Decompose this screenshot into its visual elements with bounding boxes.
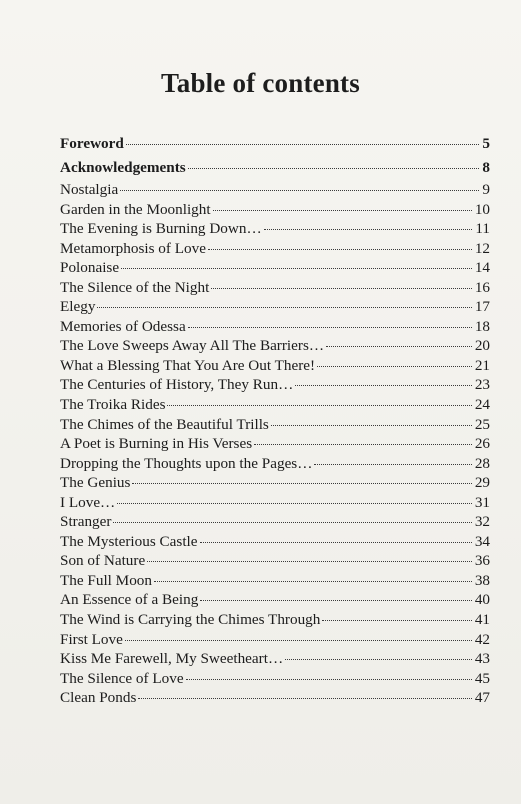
toc-entry-title: The Genius — [60, 474, 131, 492]
toc-entry-title: First Love — [60, 630, 123, 648]
dot-leader — [121, 268, 472, 269]
toc-entry-title: The Chimes of the Beautiful Trills — [60, 415, 269, 433]
toc-entry-page-number: 29 — [474, 474, 490, 492]
dot-leader — [188, 168, 479, 169]
toc-entry — [60, 258, 490, 278]
page-title: Table of contents — [161, 68, 360, 98]
toc-entry — [60, 132, 490, 156]
toc-entry-title: Metamorphosis of Love — [60, 239, 206, 257]
toc-entry-title: The Love Sweeps Away All The Barriers… — [60, 337, 325, 355]
toc-entry-title: An Essence of a Being — [60, 591, 199, 609]
toc-entry-title: The Wind is Carrying the Chimes Through — [60, 611, 321, 629]
toc-entry-title: The Mysterious Castle — [60, 532, 198, 550]
dot-leader — [271, 425, 472, 426]
toc-entry — [60, 669, 490, 689]
toc-entry-title: Memories of Odessa — [60, 317, 186, 335]
dot-leader — [113, 522, 471, 523]
dot-leader — [167, 405, 471, 406]
toc-entry — [60, 630, 490, 650]
toc-entry-page-number: 9 — [482, 181, 490, 198]
toc-entry-page-number: 42 — [474, 630, 490, 648]
dot-leader — [117, 503, 472, 504]
toc-entry-page-number: 41 — [474, 611, 490, 629]
dot-leader — [264, 229, 473, 230]
dot-leader — [186, 679, 472, 680]
dot-leader — [295, 385, 472, 386]
toc-entry-page-number: 18 — [474, 317, 490, 335]
toc-entry-page-number: 20 — [474, 337, 490, 355]
toc-entry — [60, 395, 490, 415]
toc-entry — [60, 239, 490, 259]
dot-leader — [120, 190, 479, 191]
toc-entry-title: Son of Nature — [60, 552, 146, 570]
dot-leader — [254, 444, 472, 445]
toc-entry — [60, 649, 490, 669]
toc-entry-title: Elegy — [60, 298, 96, 316]
toc-entry-title: Dropping the Thoughts upon the Pages… — [60, 454, 313, 472]
dot-leader — [97, 307, 471, 308]
toc-entry — [60, 278, 490, 298]
toc-entry — [60, 571, 490, 591]
toc-entry-page-number: 17 — [474, 298, 490, 316]
toc-entry-page-number: 38 — [474, 571, 490, 589]
toc-entry — [60, 356, 490, 376]
dot-leader — [208, 249, 472, 250]
toc-entry-page-number: 21 — [474, 356, 490, 374]
dot-leader — [125, 640, 472, 641]
dot-leader — [213, 210, 472, 211]
toc-entry-title: I Love… — [60, 493, 116, 511]
toc-entry — [60, 532, 490, 552]
toc-entry-page-number: 31 — [474, 493, 490, 511]
toc-entry-page-number: 11 — [475, 220, 490, 238]
toc-entry-page-number: 43 — [474, 650, 490, 668]
toc-entry — [60, 454, 490, 474]
toc-entry-title: What a Blessing That You Are Out There! — [60, 356, 316, 374]
toc-entry-title: The Silence of the Night — [60, 278, 210, 296]
toc-entry-page-number: 14 — [474, 259, 490, 277]
toc-entry-page-number: 25 — [474, 415, 490, 433]
dot-leader — [322, 620, 471, 621]
toc-entry — [60, 551, 490, 571]
toc-entry-title: Foreword — [60, 135, 124, 152]
toc-entry — [60, 375, 490, 395]
toc-entry — [60, 610, 490, 630]
dot-leader — [211, 288, 472, 289]
toc-entry-page-number: 5 — [482, 135, 490, 152]
toc-entry-title: Garden in the Moonlight — [60, 200, 211, 218]
toc-entry-page-number: 36 — [474, 552, 490, 570]
toc-entry-title: A Poet is Burning in His Verses — [60, 435, 253, 453]
toc-entry — [60, 493, 490, 513]
toc-entry-title: The Evening is Burning Down… — [60, 220, 262, 238]
toc-entry-page-number: 24 — [474, 396, 490, 414]
toc-entry-page-number: 45 — [474, 669, 490, 687]
toc-entry-title: The Troika Rides — [60, 396, 166, 414]
toc-entry-page-number: 26 — [474, 435, 490, 453]
dot-leader — [200, 600, 471, 601]
toc-entry-title: The Centuries of History, They Run… — [60, 376, 294, 394]
dot-leader — [132, 483, 471, 484]
toc-entry — [60, 200, 490, 220]
toc-entry — [60, 434, 490, 454]
toc-entry — [60, 219, 490, 239]
toc-entry-title: Kiss Me Farewell, My Sweetheart… — [60, 650, 284, 668]
dot-leader — [126, 144, 479, 145]
toc-entry-title: Polonaise — [60, 259, 120, 277]
toc-entry-page-number: 34 — [474, 532, 490, 550]
table-of-contents — [60, 132, 490, 708]
toc-entry — [60, 512, 490, 532]
toc-entry — [60, 336, 490, 356]
dot-leader — [154, 581, 472, 582]
dot-leader — [285, 659, 472, 660]
toc-entry-page-number: 16 — [474, 278, 490, 296]
toc-entry-page-number: 8 — [482, 159, 490, 176]
toc-entry-page-number: 47 — [474, 689, 490, 707]
toc-entry — [60, 156, 490, 180]
toc-entry — [60, 297, 490, 317]
toc-entry-title: Acknowledgements — [60, 159, 186, 176]
toc-entry — [60, 473, 490, 493]
toc-entry-title: Stranger — [60, 513, 112, 531]
toc-entry — [60, 180, 490, 200]
toc-entry-title: Clean Ponds — [60, 689, 137, 707]
toc-entry-page-number: 10 — [474, 200, 490, 218]
toc-entry — [60, 688, 490, 708]
dot-leader — [138, 698, 471, 699]
toc-entry-page-number: 32 — [474, 513, 490, 531]
dot-leader — [317, 366, 472, 367]
toc-entry-page-number: 12 — [474, 239, 490, 257]
toc-entry-title: Nostalgia — [60, 181, 119, 198]
dot-leader — [147, 561, 472, 562]
dot-leader — [326, 346, 472, 347]
toc-entry — [60, 590, 490, 610]
toc-entry-title: The Silence of Love — [60, 669, 184, 687]
toc-entry-page-number: 23 — [474, 376, 490, 394]
toc-entry — [60, 415, 490, 435]
dot-leader — [200, 542, 472, 543]
toc-entry-page-number: 40 — [474, 591, 490, 609]
dot-leader — [314, 464, 471, 465]
toc-entry-title: The Full Moon — [60, 571, 152, 589]
toc-entry-page-number: 28 — [474, 454, 490, 472]
toc-entry — [60, 317, 490, 337]
dot-leader — [188, 327, 472, 328]
